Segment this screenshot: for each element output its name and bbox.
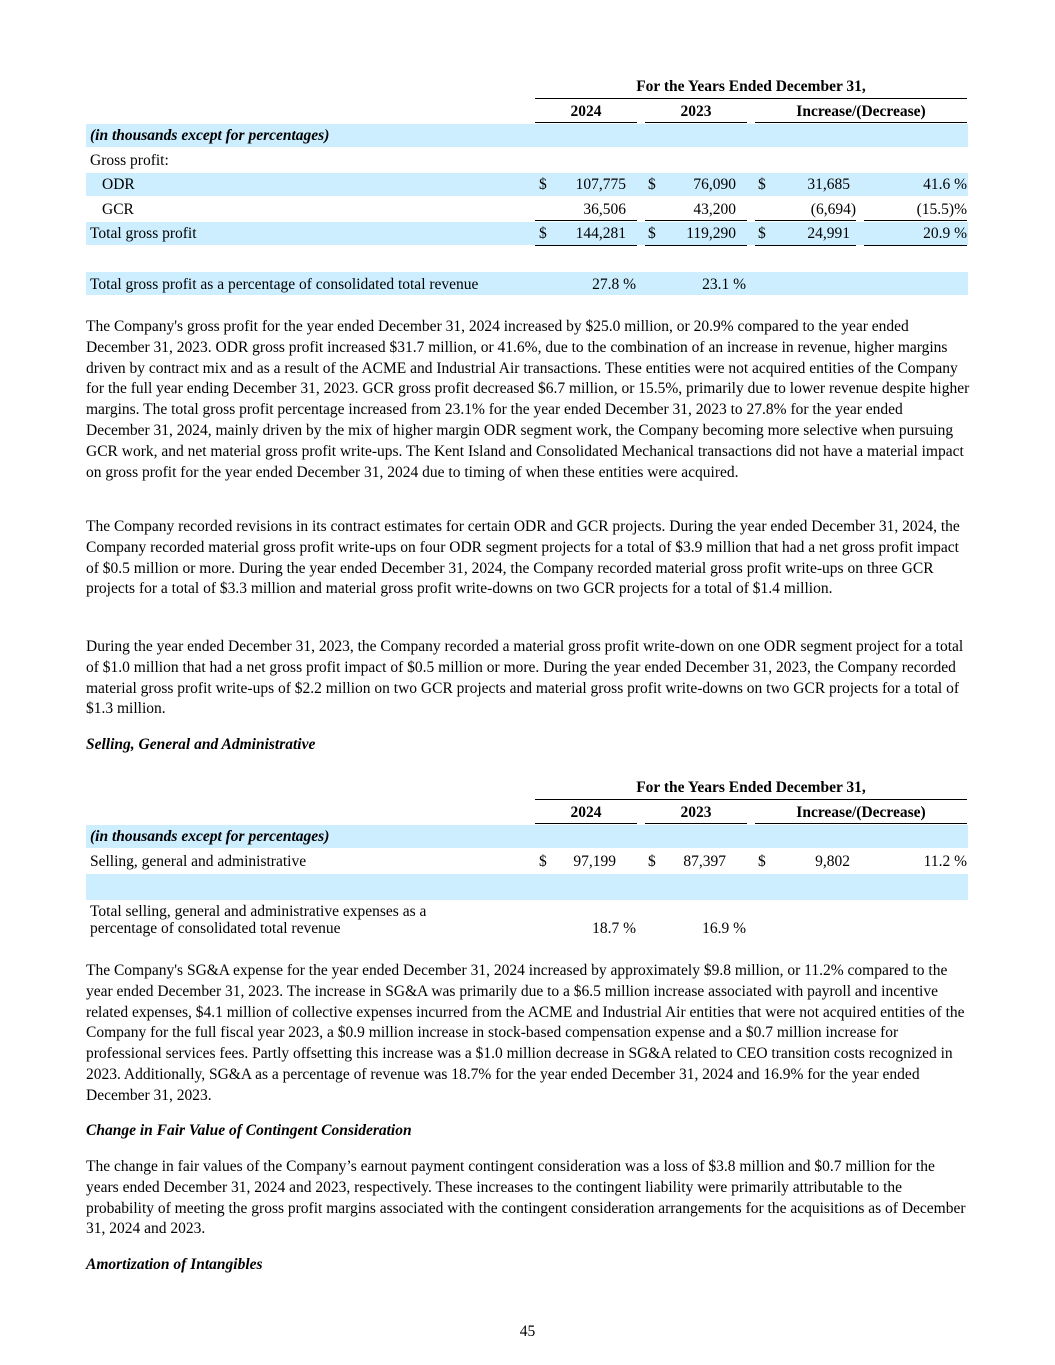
table2-band-empty <box>86 874 968 900</box>
odr-2023-value: 76,090 <box>693 176 736 193</box>
fair-value-section-title: Change in Fair Value of Contingent Consideration <box>86 1122 412 1139</box>
gross-profit-paragraph-1: The Company's gross profit for the year ended December 31, 2024 increased by $25.0 million, or 20.9% compared to the year ended December 31, 2023. ODR gross profit increased $31.7 million, or 41.6%, due to the combination of an increase in revenue, higher margins driven by contract mix and as a result of the ACME and Industrial Air transactions. These entities were not acquired entities of the Company for the full year ending December 31, 2023. GCR gross profit decreased $6.7 million, or 15.5%, primarily due to lower revenue despite higher margins. The total gross profit percentage increased from 23.1% for the year ended December 31, 2023 to 27.8% for the year ended December 31, 2024, mainly driven by the mix of higher margin ODR segment work, the Company becoming more selective when pursuing GCR work, and net material gross profit write-ups. The Kent Island and Consolidated Mechanical transactions did not have a material impact on gross profit for the year ended December 31, 2024 due to timing of when these entities were acquired. <box>86 318 970 481</box>
table1-period-underline <box>535 98 967 99</box>
gcr-2024-underline <box>535 220 637 221</box>
gcr-change-pct: (15.5)% <box>916 201 967 218</box>
sga-change-pct: 11.2 % <box>923 853 967 870</box>
gcr-change-underline <box>755 220 856 221</box>
total-2024-value: 144,281 <box>575 225 626 242</box>
table2-units-note: (in thousands except for percentages) <box>90 828 330 845</box>
gcr-2024-value: 36,506 <box>583 201 626 218</box>
sga-2024-value: 97,199 <box>573 853 616 870</box>
sga-pct-2023: 16.9 % <box>702 920 746 937</box>
sga-pct-label-line1: Total selling, general and administrative expenses as a <box>90 903 427 920</box>
total-change-value: 24,991 <box>807 225 850 242</box>
dollar-sign: $ <box>648 176 656 193</box>
table1-period-header: For the Years Ended December 31, <box>636 78 866 95</box>
total-2024-underline <box>535 245 637 246</box>
dollar-sign: $ <box>758 853 766 870</box>
table1-col-2023: 2023 <box>680 103 712 120</box>
amortization-section-title: Amortization of Intangibles <box>86 1256 263 1273</box>
table1-gross-profit-label: Gross profit: <box>90 152 169 169</box>
gcr-2023-value: 43,200 <box>693 201 736 218</box>
gcr-change-value: (6,694) <box>810 201 856 218</box>
dollar-sign: $ <box>758 225 766 242</box>
table2-col-change-underline <box>755 823 967 824</box>
table1-col-2023-underline <box>645 122 747 123</box>
pct-row-2024: 27.8 % <box>592 276 636 293</box>
gross-profit-paragraph-3: During the year ended December 31, 2023, the Company recorded a material gross profit write-down on one ODR segment project for a total of $1.0 million that had a net gross profit impact of $0.5 million or more. During the year ended December 31, 2023, the Company recorded material gross profit write-ups of $2.2 million on two GCR projects and material gross profit write-downs on two GCR projects for a total of $1.3 million. <box>86 638 964 718</box>
dollar-sign: $ <box>648 853 656 870</box>
odr-2024-value: 107,775 <box>575 176 626 193</box>
page-number: 45 <box>519 1323 536 1340</box>
table2-col-2024: 2024 <box>570 804 602 821</box>
dollar-sign: $ <box>758 176 766 193</box>
table2-col-2023-underline <box>645 823 747 824</box>
total-change-underline <box>755 245 856 246</box>
sga-pct-2024: 18.7 % <box>592 920 636 937</box>
row-label-odr: ODR <box>102 176 135 193</box>
row-label-total: Total gross profit <box>90 225 197 242</box>
sga-change-value: 9,802 <box>815 853 850 870</box>
total-2023-value: 119,290 <box>686 225 736 242</box>
gross-profit-paragraph-2: The Company recorded revisions in its contract estimates for certain ODR and GCR projects. During the year ended December 31, 2024, the Company recorded material gross profit write-ups on four ODR segment projects for a total of $3.9 million that had a net gross profit impact of $0.5 million or more. During the year ended December 31, 2024, the Company recorded material gross profit write-ups on three GCR projects for a total of $3.3 million and material gross profit write-downs on two GCR projects for a total of $1.4 million. <box>86 518 960 598</box>
pct-row-2023: 23.1 % <box>702 276 746 293</box>
sga-section-title: Selling, General and Administrative <box>86 736 316 753</box>
table2-col-change: Increase/(Decrease) <box>796 804 926 821</box>
total-2023-underline <box>645 245 747 246</box>
table2-period-header: For the Years Ended December 31, <box>636 779 866 796</box>
odr-change-pct: 41.6 % <box>923 176 967 193</box>
fair-value-paragraph: The change in fair values of the Company’s earnout payment contingent consideration was a loss of $3.8 million and $0.7 million for the years ended December 31, 2024 and 2023, respectively. These increases to the contingent liability were primarily attributable to the probability of meeting the gross profit margins associated with the contingent consideration arrangements for the acquisitions as of December 31, 2024 and 2023. <box>86 1158 966 1238</box>
table1-col-change: Increase/(Decrease) <box>796 103 926 120</box>
total-pct-underline <box>864 245 967 246</box>
table2-col-2024-underline <box>535 823 637 824</box>
table2-col-2023: 2023 <box>680 804 712 821</box>
row-label-gcr: GCR <box>102 201 134 218</box>
sga-row-label: Selling, general and administrative <box>90 853 307 870</box>
odr-change-value: 31,685 <box>807 176 850 193</box>
table1-col-2024: 2024 <box>570 103 602 120</box>
dollar-sign: $ <box>648 225 656 242</box>
gcr-2023-underline <box>645 220 747 221</box>
pct-row-label: Total gross profit as a percentage of consolidated total revenue <box>90 276 479 293</box>
dollar-sign: $ <box>539 853 547 870</box>
sga-pct-label-line2: percentage of consolidated total revenue <box>90 920 341 937</box>
table2-period-underline <box>535 799 967 800</box>
sga-paragraph: The Company's SG&A expense for the year ended December 31, 2024 increased by approximately $9.8 million, or 11.2% compared to the year ended December 31, 2023. The increase in SG&A was primarily due to a $6.5 million increase associated with payroll and incentive related expenses, $4.1 million of collective expenses incurred from the ACME and Industrial Air entities that were not acquired entities of the Company for the full fiscal year 2023, a $0.9 million increase in stock-based compensation expense and a $0.7 million increase for professional services fees. Partly offsetting this increase was a $1.0 million decrease in SG&A related to CEO transition costs recognized in 2023. Additionally, SG&A as a percentage of revenue was 18.7% for the year ended December 31, 2024 and 16.9% for the year ended December 31, 2023. <box>86 962 965 1104</box>
total-change-pct: 20.9 % <box>923 225 967 242</box>
table1-units-note: (in thousands except for percentages) <box>90 127 330 144</box>
dollar-sign: $ <box>539 176 547 193</box>
sga-2023-value: 87,397 <box>683 853 726 870</box>
table1-col-change-underline <box>755 122 967 123</box>
dollar-sign: $ <box>539 225 547 242</box>
gcr-pct-underline <box>864 220 967 221</box>
table1-col-2024-underline <box>535 122 637 123</box>
